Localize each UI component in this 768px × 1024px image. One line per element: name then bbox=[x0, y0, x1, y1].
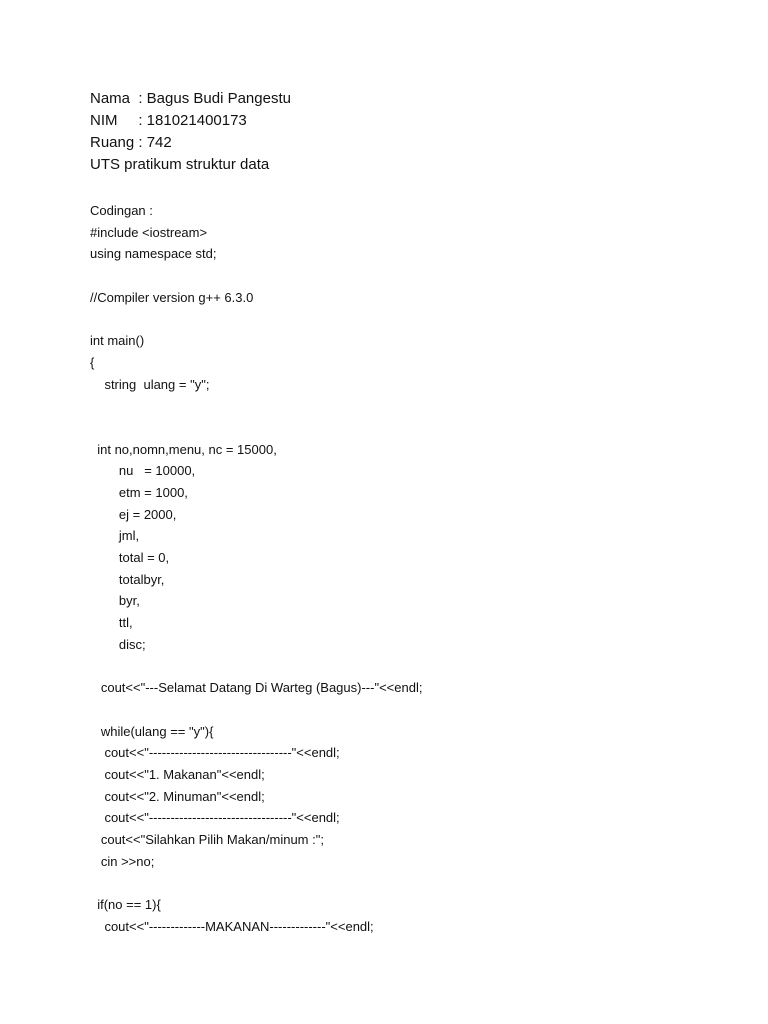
code-line: cout<<"-------------MAKANAN-------------"<<endl; bbox=[90, 918, 374, 934]
code-line: cout<<"Silahkan Pilih Makan/minum :"; bbox=[90, 831, 324, 847]
code-line: int no,nomn,menu, nc = 15000, bbox=[90, 441, 277, 457]
code-line: total = 0, bbox=[90, 550, 170, 565]
code-line: jml, bbox=[90, 528, 140, 544]
code-line: nu = 10000, bbox=[90, 463, 196, 479]
code-line: disc; bbox=[90, 636, 146, 652]
code-listing bbox=[90, 200, 422, 937]
code-line bbox=[90, 308, 422, 330]
code-line bbox=[90, 872, 422, 894]
code-line: cout<<"2. Minuman"<<endl; bbox=[90, 788, 265, 804]
code-line: using namespace std; bbox=[90, 246, 217, 262]
nim-line: NIM : 181021400173 bbox=[90, 112, 247, 129]
code-line bbox=[90, 699, 422, 721]
student-info-header bbox=[90, 88, 291, 176]
code-line bbox=[90, 395, 422, 417]
code-line: cin >>no; bbox=[90, 853, 155, 869]
code-line: byr, bbox=[90, 593, 140, 609]
room-line: Ruang : 742 bbox=[90, 134, 172, 151]
code-line: ej = 2000, bbox=[90, 506, 177, 522]
code-line bbox=[90, 265, 422, 287]
code-line: ttl, bbox=[90, 615, 133, 631]
code-line: Codingan : bbox=[90, 203, 153, 218]
exam-title-line: UTS pratikum struktur data bbox=[90, 156, 270, 173]
code-line: //Compiler version g++ 6.3.0 bbox=[90, 289, 254, 305]
code-line: if(no == 1){ bbox=[90, 897, 161, 912]
code-line: string ulang = "y"; bbox=[90, 376, 210, 392]
code-line: cout<<"---Selamat Datang Di Warteg (Bagus)---"<<endl; bbox=[90, 680, 423, 696]
code-line: cout<<"---------------------------------"<<endl; bbox=[90, 810, 340, 826]
code-line: int main() bbox=[90, 333, 145, 349]
code-line: { bbox=[90, 354, 95, 370]
code-line: #include <iostream> bbox=[90, 224, 208, 240]
code-line: while(ulang == "y"){ bbox=[90, 723, 214, 739]
code-line bbox=[90, 417, 422, 439]
code-line: totalbyr, bbox=[90, 571, 165, 587]
code-line: cout<<"1. Makanan"<<endl; bbox=[90, 766, 265, 782]
code-line: etm = 1000, bbox=[90, 484, 188, 500]
name-line: Nama : Bagus Budi Pangestu bbox=[90, 90, 291, 107]
code-line bbox=[90, 655, 422, 677]
code-line: cout<<"---------------------------------"<<endl; bbox=[90, 745, 340, 761]
